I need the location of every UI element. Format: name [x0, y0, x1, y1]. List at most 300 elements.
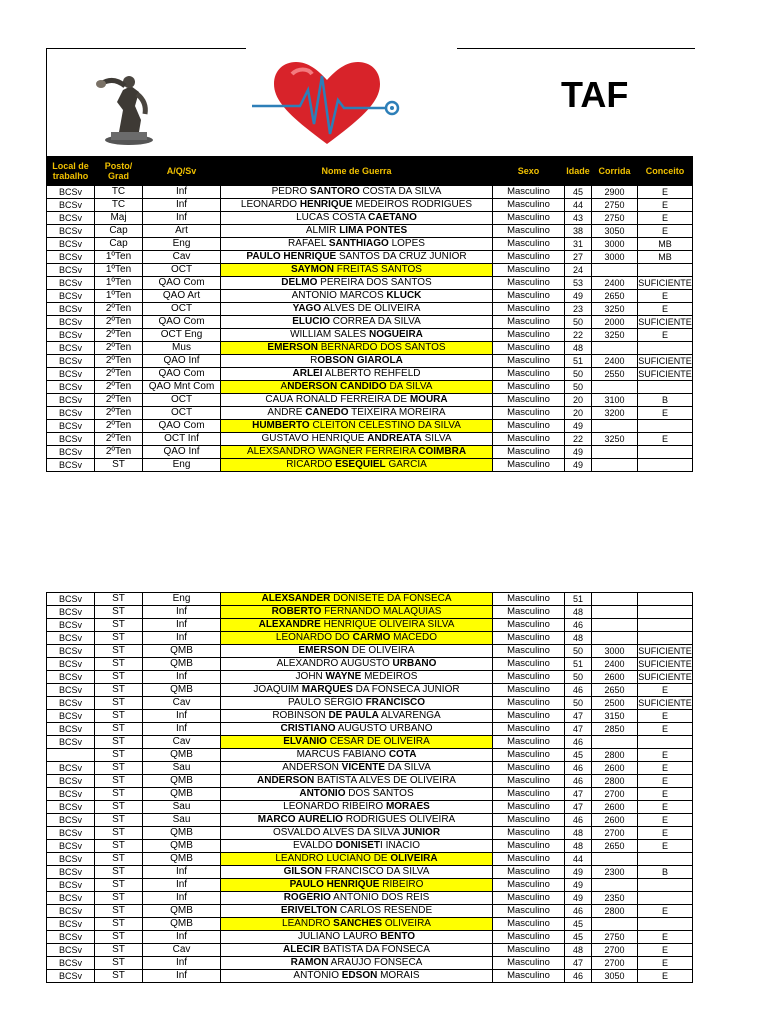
nome-guerra: ANDERSON [257, 775, 315, 786]
nome-prefix: OSVALDO ALVES DA SILVA [272, 827, 403, 838]
nome-prefix: ALEXANDRO AUGUSTO [276, 658, 393, 669]
cell-aq: OCT [143, 407, 221, 420]
cell-local: BCSv [47, 593, 95, 606]
nome-suffix: ANTÔNIO DOS REIS [330, 892, 430, 903]
cell-corrida: 2750 [592, 931, 638, 944]
cell-conceito: E [638, 801, 693, 814]
cell-sexo: Masculino [493, 801, 565, 814]
cell-conceito: E [638, 905, 693, 918]
cell-sexo: Masculino [493, 840, 565, 853]
cell-aq: Inf [143, 671, 221, 684]
cell-nome [221, 251, 493, 264]
table-row [47, 658, 693, 671]
cell-posto: ST [95, 684, 143, 697]
nome-guerra: ROBERTO [271, 606, 322, 617]
cell-local: BCSv [47, 957, 95, 970]
cell-nome [221, 658, 493, 671]
cell-nome [221, 905, 493, 918]
table-row [47, 684, 693, 697]
nome-suffix: AUGUSTO URBANO [335, 723, 433, 734]
cell-sexo: Masculino [493, 446, 565, 459]
cell-local: BCSv [47, 303, 95, 316]
nome-guerra: FRANCISCO [365, 697, 426, 708]
cell-aq: Inf [143, 970, 221, 983]
cell-local [47, 749, 95, 762]
cell-nome [221, 723, 493, 736]
cell-posto: ST [95, 710, 143, 723]
cell-local: BCSv [47, 606, 95, 619]
cell-idade: 51 [565, 658, 592, 671]
nome-guerra: EMERSON [298, 645, 349, 656]
cell-sexo: Masculino [493, 355, 565, 368]
cell-idade: 47 [565, 710, 592, 723]
cell-idade: 48 [565, 827, 592, 840]
cell-nome [221, 459, 493, 472]
table-row [47, 775, 693, 788]
discus-thrower-statue-icon [89, 62, 169, 146]
cell-aq: Inf [143, 710, 221, 723]
table-row [47, 723, 693, 736]
cell-sexo: Masculino [493, 212, 565, 225]
cell-conceito [638, 264, 693, 277]
cell-aq: QAO Mnt Com [143, 381, 221, 394]
cell-aq: Inf [143, 212, 221, 225]
cell-sexo: Masculino [493, 853, 565, 866]
cell-sexo: Masculino [493, 775, 565, 788]
nome-guerra: ELÚCIO [292, 316, 330, 327]
cell-conceito [638, 619, 693, 632]
cell-aq: Inf [143, 892, 221, 905]
nome-guerra: PAULO HENRIQUE [289, 879, 380, 890]
table-row [47, 433, 693, 446]
nome-suffix: DA SILVA [386, 381, 433, 392]
col-header-aq: A/Q/Sv [143, 157, 221, 186]
cell-posto: 1ºTen [95, 251, 143, 264]
cell-corrida: 2600 [592, 814, 638, 827]
nome-suffix: MEDEIROS [361, 671, 418, 682]
cell-corrida: 2700 [592, 944, 638, 957]
cell-sexo: Masculino [493, 671, 565, 684]
cell-posto: ST [95, 697, 143, 710]
cell-aq: Inf [143, 866, 221, 879]
nome-prefix: ALEXSANDRO WAGNER FERREIRA [246, 446, 419, 457]
nome-guerra: ALEXANDRE [258, 619, 321, 630]
cell-sexo: Masculino [493, 251, 565, 264]
table-row [47, 853, 693, 866]
nome-guerra: KLUCK [386, 290, 422, 301]
cell-local: BCSv [47, 433, 95, 446]
cell-corrida: 3050 [592, 970, 638, 983]
cell-aq: QAO Com [143, 316, 221, 329]
cell-conceito: SUFICIENTE [638, 672, 692, 682]
cell-sexo: Masculino [493, 710, 565, 723]
cell-local: BCSv [47, 264, 95, 277]
cell-sexo: Masculino [493, 645, 565, 658]
cell-nome [221, 892, 493, 905]
cell-local: BCSv [47, 684, 95, 697]
cell-corrida: 2300 [592, 866, 638, 879]
nome-prefix: JOHN [295, 671, 326, 682]
table-row [47, 355, 693, 368]
cell-aq: Cav [143, 251, 221, 264]
cell-nome [221, 212, 493, 225]
cell-local: BCSv [47, 762, 95, 775]
cell-nome [221, 420, 493, 433]
cell-conceito: E [638, 827, 693, 840]
cell-posto: ST [95, 918, 143, 931]
table-row [47, 866, 693, 879]
cell-nome [221, 264, 493, 277]
nome-suffix: DE OLIVEIRA [348, 645, 415, 656]
cell-posto: ST [95, 905, 143, 918]
nome-guerra: ERIVELTON [280, 905, 338, 916]
cell-nome [221, 342, 493, 355]
table-row [47, 632, 693, 645]
cell-conceito [638, 459, 693, 472]
cell-nome [221, 671, 493, 684]
cell-nome [221, 277, 493, 290]
cell-conceito [638, 853, 693, 866]
nome-prefix: PAULO SÉRGIO [287, 697, 366, 708]
cell-sexo: Masculino [493, 186, 565, 199]
cell-local: BCSv [47, 801, 95, 814]
cell-idade: 48 [565, 840, 592, 853]
cell-corrida: 2750 [592, 199, 638, 212]
table-row [47, 619, 693, 632]
cell-posto: 2ºTen [95, 316, 143, 329]
nome-suffix: ALVES DE OLIVEIRA [321, 303, 421, 314]
table-row [47, 931, 693, 944]
cell-posto: ST [95, 606, 143, 619]
cell-aq: OCT Inf [143, 433, 221, 446]
cell-nome [221, 238, 493, 251]
cell-sexo: Masculino [493, 593, 565, 606]
nome-suffix: PEREIRA DOS SANTOS [317, 277, 432, 288]
nome-prefix: LUCAS COSTA [296, 212, 369, 223]
cell-corrida: 3000 [592, 251, 638, 264]
table-row [47, 381, 693, 394]
page-title: TAF [561, 74, 629, 115]
nome-guerra: URBANO [392, 658, 437, 669]
cell-nome [221, 407, 493, 420]
cell-idade: 43 [565, 212, 592, 225]
table-row [47, 238, 693, 251]
cell-posto: ST [95, 814, 143, 827]
cell-posto: ST [95, 931, 143, 944]
table-row [47, 342, 693, 355]
cell-corrida [592, 606, 638, 619]
table-row [47, 762, 693, 775]
cell-corrida: 3000 [592, 645, 638, 658]
cell-nome [221, 957, 493, 970]
cell-conceito: E [638, 407, 693, 420]
nome-suffix: COSTA DA SILVA [359, 186, 442, 197]
cell-nome [221, 710, 493, 723]
nome-guerra: SANTORO [309, 186, 360, 197]
nome-prefix: EVALDO [292, 840, 336, 851]
cell-conceito [638, 606, 693, 619]
cell-sexo: Masculino [493, 866, 565, 879]
nome-guerra: JUNIOR [402, 827, 441, 838]
cell-aq: Inf [143, 632, 221, 645]
nome-suffix: FRANCISCO DA SILVA [321, 866, 430, 877]
cell-corrida: 2350 [592, 892, 638, 905]
nome-guerra: ESEQUIEL [335, 459, 386, 470]
cell-idade: 50 [565, 316, 592, 329]
taf-table-2 [46, 592, 693, 983]
cell-aq: Inf [143, 931, 221, 944]
cell-idade: 44 [565, 199, 592, 212]
nome-suffix: GARCIA [385, 459, 427, 470]
table-row [47, 671, 693, 684]
nome-suffix: RIBEIRO [379, 879, 424, 890]
nome-prefix: ANTÔNIO [293, 970, 342, 981]
nome-prefix: ANDRE [267, 407, 306, 418]
cell-corrida: 2600 [592, 762, 638, 775]
nome-suffix: CESAR DE OLIVEIRA [326, 736, 430, 747]
cell-posto: ST [95, 736, 143, 749]
cell-aq: Cav [143, 736, 221, 749]
nome-prefix: MARCUS FABIANO [296, 749, 389, 760]
table-row [47, 303, 693, 316]
cell-conceito: B [638, 394, 693, 407]
nome-guerra: ALEXSANDER [261, 593, 331, 604]
nome-guerra: SANCHES [333, 918, 383, 929]
cell-nome [221, 606, 493, 619]
cell-posto: 2ºTen [95, 407, 143, 420]
cell-nome [221, 186, 493, 199]
nome-guerra: DELMO [281, 277, 318, 288]
table-row [47, 710, 693, 723]
nome-prefix: PEDRO [271, 186, 310, 197]
cell-posto: 2ºTen [95, 329, 143, 342]
nome-guerra: ALECIR [283, 944, 321, 955]
cell-conceito: E [638, 775, 693, 788]
cell-idade: 51 [565, 355, 592, 368]
cell-idade: 46 [565, 736, 592, 749]
cell-sexo: Masculino [493, 606, 565, 619]
cell-sexo: Masculino [493, 303, 565, 316]
cell-local: BCSv [47, 381, 95, 394]
nome-prefix: JULIANO LAURO [297, 931, 381, 942]
cell-idade: 44 [565, 853, 592, 866]
cell-corrida: 2750 [592, 212, 638, 225]
nome-suffix: FREITAS SANTOS [334, 264, 422, 275]
nome-prefix: CAUÃ RONALD FERREIRA DE [265, 394, 410, 405]
col-header-sexo: Sexo [493, 157, 565, 186]
nome-guerra: ROGÉRIO [283, 892, 331, 903]
nome-guerra: BENTO [380, 931, 416, 942]
cell-corrida [592, 879, 638, 892]
nome-suffix: DA SILVA [385, 762, 431, 773]
nome-suffix: MEDEIROS RODRIGUES [352, 199, 473, 210]
cell-nome [221, 329, 493, 342]
cell-nome [221, 879, 493, 892]
cell-aq: Inf [143, 619, 221, 632]
cell-sexo: Masculino [493, 892, 565, 905]
cell-idade: 50 [565, 645, 592, 658]
col-header-idade: Idade [565, 157, 592, 186]
cell-corrida: 2900 [592, 186, 638, 199]
cell-conceito: E [638, 957, 693, 970]
table-row [47, 749, 693, 762]
cell-local: BCSv [47, 186, 95, 199]
cell-idade: 49 [565, 459, 592, 472]
nome-prefix: WILLIAM SALES [290, 329, 369, 340]
nome-guerra: VICENTE [341, 762, 386, 773]
table-row [47, 225, 693, 238]
cell-conceito: E [638, 684, 693, 697]
cell-conceito: E [638, 840, 693, 853]
col-header-nome: Nome de Guerra [221, 157, 493, 186]
cell-nome [221, 840, 493, 853]
nome-prefix: ALMIR [305, 225, 340, 236]
cell-posto: ST [95, 459, 143, 472]
cell-local: BCSv [47, 710, 95, 723]
cell-posto: 2ºTen [95, 381, 143, 394]
cell-conceito [638, 632, 693, 645]
cell-nome [221, 736, 493, 749]
cell-idade: 49 [565, 420, 592, 433]
nome-prefix: JOAQUIM [253, 684, 302, 695]
cell-idade: 24 [565, 264, 592, 277]
cell-idade: 47 [565, 788, 592, 801]
cell-corrida: 3100 [592, 394, 638, 407]
cell-aq: QMB [143, 788, 221, 801]
cell-nome [221, 931, 493, 944]
cell-aq: QMB [143, 645, 221, 658]
nome-guerra: SANTHIAGO [328, 238, 389, 249]
cell-sexo: Masculino [493, 433, 565, 446]
nome-suffix: RODRIGUES OLIVEIRA [342, 814, 456, 825]
cell-local: BCSv [47, 368, 95, 381]
cell-nome [221, 446, 493, 459]
cell-aq: Inf [143, 199, 221, 212]
cell-local: BCSv [47, 775, 95, 788]
cell-corrida: 2700 [592, 957, 638, 970]
cell-aq: OCT [143, 264, 221, 277]
cell-posto: 2ºTen [95, 342, 143, 355]
cell-corrida [592, 918, 638, 931]
nome-prefix: LEONARDO DO [275, 632, 353, 643]
cell-corrida: 2600 [592, 801, 638, 814]
cell-conceito: E [638, 303, 693, 316]
cell-idade: 51 [565, 593, 592, 606]
cell-corrida: 2700 [592, 788, 638, 801]
cell-local: BCSv [47, 788, 95, 801]
cell-idade: 45 [565, 931, 592, 944]
nome-suffix: TEIXEIRA MOREIRA [348, 407, 446, 418]
cell-conceito [638, 446, 693, 459]
cell-idade: 27 [565, 251, 592, 264]
table-row [47, 736, 693, 749]
header-rule-right [457, 48, 695, 49]
cell-idade: 23 [565, 303, 592, 316]
table-row [47, 277, 693, 290]
cell-posto: 1ºTen [95, 264, 143, 277]
cell-sexo: Masculino [493, 931, 565, 944]
nome-suffix: LOPES [388, 238, 425, 249]
cell-conceito: MB [638, 238, 693, 251]
nome-prefix: LEANDRO [282, 918, 334, 929]
cell-sexo: Masculino [493, 970, 565, 983]
cell-conceito: E [638, 433, 693, 446]
cell-posto: ST [95, 853, 143, 866]
nome-suffix: BATISTA ALVES DE OLIVEIRA [314, 775, 456, 786]
nome-suffix: OLIVEIRA [382, 918, 431, 929]
cell-corrida: 2850 [592, 723, 638, 736]
cell-corrida: 2500 [592, 697, 638, 710]
cell-sexo: Masculino [493, 788, 565, 801]
cell-sexo: Masculino [493, 264, 565, 277]
cell-conceito: E [638, 186, 693, 199]
cell-local: BCSv [47, 892, 95, 905]
cell-nome [221, 762, 493, 775]
cell-local: BCSv [47, 944, 95, 957]
cell-aq: Inf [143, 723, 221, 736]
cell-aq: Eng [143, 238, 221, 251]
cell-aq: OCT [143, 394, 221, 407]
cell-posto: ST [95, 762, 143, 775]
cell-conceito: E [638, 931, 693, 944]
cell-nome [221, 684, 493, 697]
cell-idade: 50 [565, 368, 592, 381]
cell-conceito: SUFICIENTE [638, 356, 692, 366]
cell-corrida [592, 446, 638, 459]
table-row [47, 697, 693, 710]
cell-conceito: SUFICIENTE [638, 646, 692, 656]
cell-sexo: Masculino [493, 658, 565, 671]
nome-suffix: BATISTA DA FONSECA [320, 944, 430, 955]
cell-idade: 49 [565, 866, 592, 879]
cell-nome [221, 645, 493, 658]
heart-pulse-icon [252, 56, 402, 151]
cell-corrida: 2800 [592, 749, 638, 762]
cell-posto: ST [95, 619, 143, 632]
cell-local: BCSv [47, 918, 95, 931]
cell-sexo: Masculino [493, 316, 565, 329]
cell-corrida [592, 736, 638, 749]
cell-sexo: Masculino [493, 394, 565, 407]
cell-local: BCSv [47, 723, 95, 736]
cell-idade: 46 [565, 970, 592, 983]
cell-corrida: 2400 [592, 355, 638, 368]
cell-local: BCSv [47, 632, 95, 645]
cell-sexo: Masculino [493, 290, 565, 303]
cell-conceito: E [638, 212, 693, 225]
cell-aq: OCT [143, 303, 221, 316]
nome-suffix: HENRIQUE OLIVEIRA SILVA [320, 619, 455, 630]
cell-sexo: Masculino [493, 342, 565, 355]
cell-conceito: B [638, 866, 693, 879]
cell-local: BCSv [47, 446, 95, 459]
cell-conceito: E [638, 970, 693, 983]
cell-local: BCSv [47, 355, 95, 368]
nome-guerra: SAYMON [291, 264, 334, 275]
cell-nome [221, 316, 493, 329]
cell-aq: QAO Inf [143, 355, 221, 368]
cell-local: BCSv [47, 853, 95, 866]
cell-corrida: 3250 [592, 303, 638, 316]
cell-corrida: 3050 [592, 225, 638, 238]
nome-guerra: MARCO AURÉLIO [257, 814, 343, 825]
cell-nome [221, 814, 493, 827]
cell-nome [221, 632, 493, 645]
nome-prefix: LEONARDO RIBEIRO [283, 801, 386, 812]
cell-idade: 46 [565, 905, 592, 918]
cell-nome [221, 944, 493, 957]
cell-aq: QMB [143, 684, 221, 697]
